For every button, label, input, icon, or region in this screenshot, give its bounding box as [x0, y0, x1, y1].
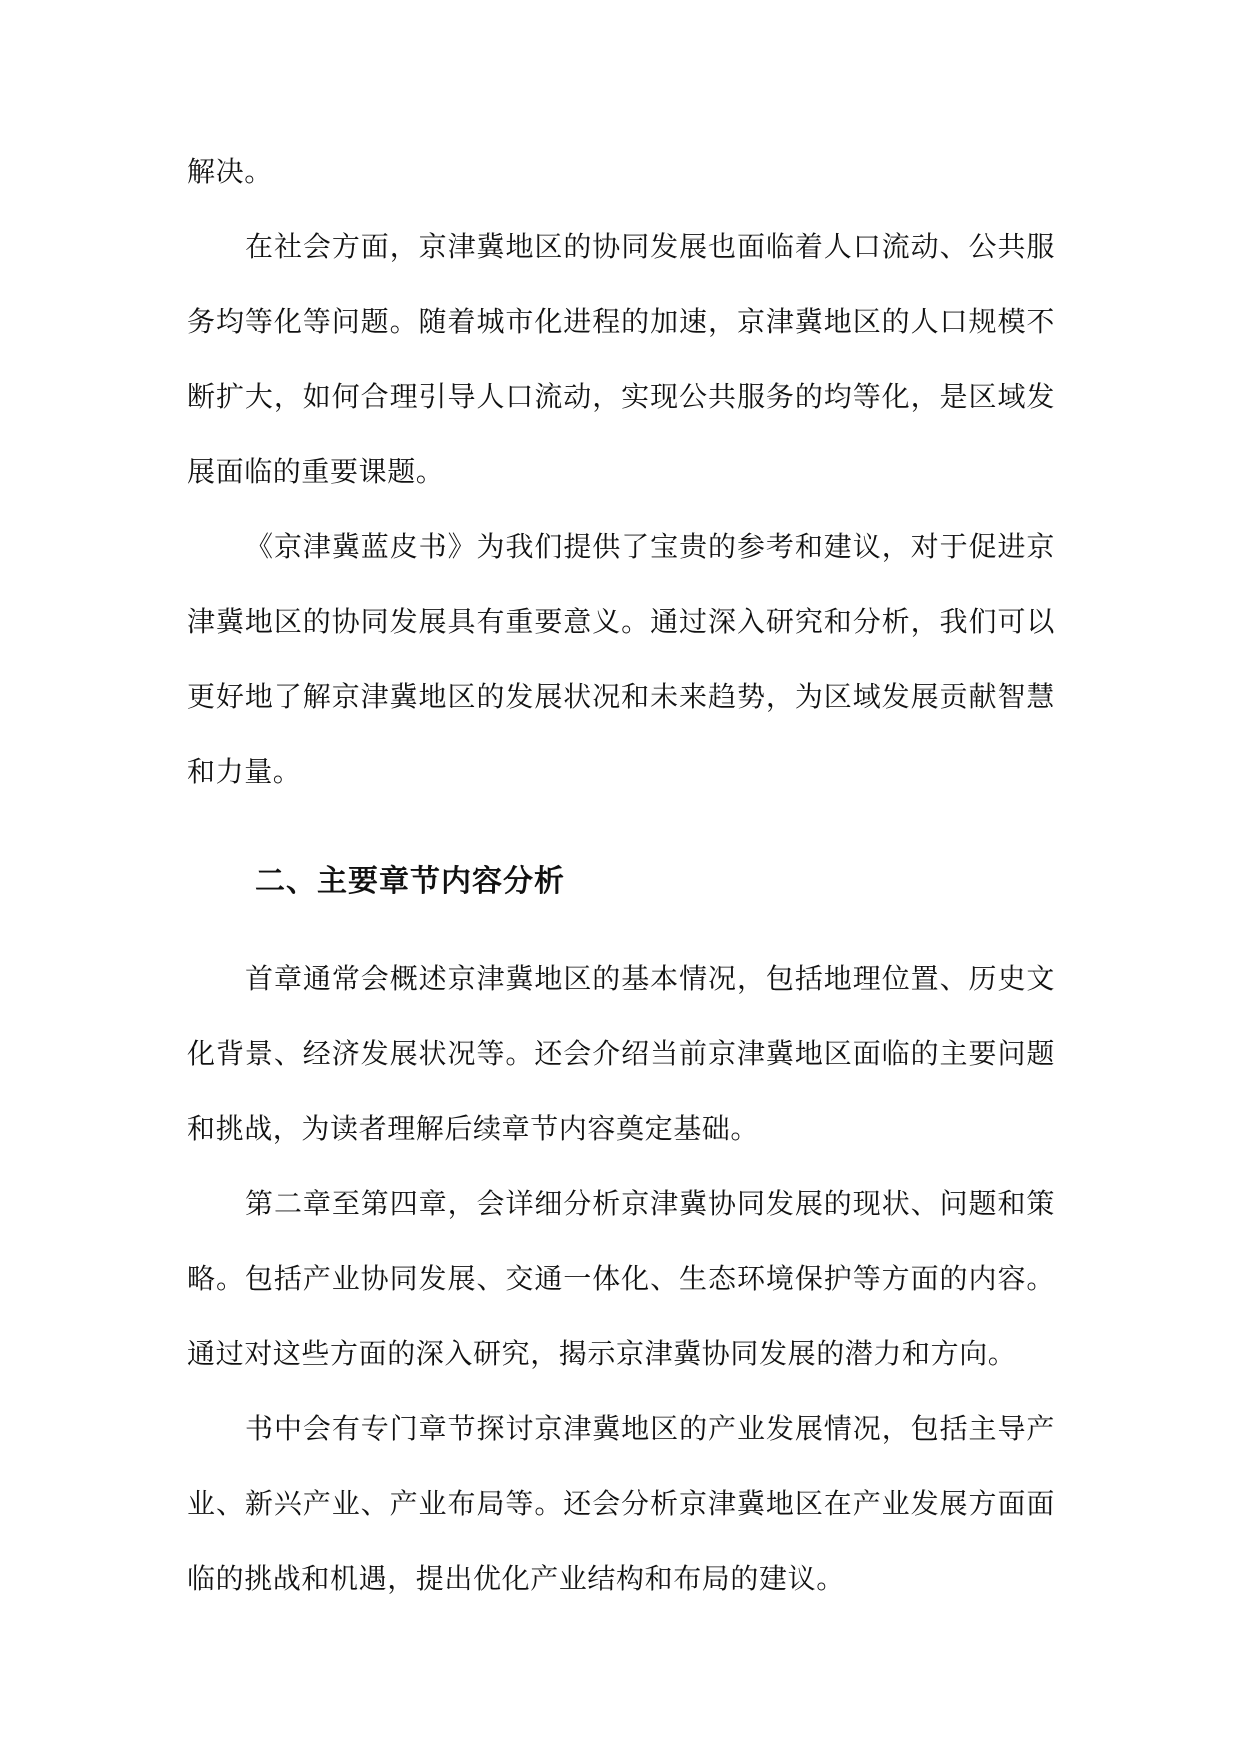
paragraph-social-aspects: 在社会方面，京津冀地区的协同发展也面临着人口流动、公共服务均等化等问题。随着城市化进程的加速，京津冀地区的人口规模不断扩大，如何合理引导人口流动，实现公共服务的均等化，是区域发展面临的重要课题。	[187, 230, 1055, 488]
paragraph-bluebook-value: 《京津冀蓝皮书》为我们提供了宝贵的参考和建议，对于促进京津冀地区的协同发展具有重要意义。通过深入研究和分析，我们可以更好地了解京津冀地区的发展状况和未来趋势，为区域发展贡献智慧和力量。	[187, 530, 1055, 788]
paragraph-first-chapter: 首章通常会概述京津冀地区的基本情况，包括地理位置、历史文化背景、经济发展状况等。还会介绍当前京津冀地区面临的主要问题和挑战，为读者理解后续章节内容奠定基础。	[187, 962, 1055, 1145]
section-heading: 二、主要章节内容分析	[255, 864, 565, 899]
paragraph-chapters-two-to-four: 第二章至第四章，会详细分析京津冀协同发展的现状、问题和策略。包括产业协同发展、交通一体化、生态环境保护等方面的内容。通过对这些方面的深入研究，揭示京津冀协同发展的潜力和方向。	[187, 1187, 1055, 1370]
paragraph-continuation: 解决。	[187, 155, 273, 188]
paragraph-industry-chapter: 书中会有专门章节探讨京津冀地区的产业发展情况，包括主导产业、新兴产业、产业布局等。还会分析京津冀地区在产业发展方面面临的挑战和机遇，提出优化产业结构和布局的建议。	[187, 1412, 1055, 1595]
